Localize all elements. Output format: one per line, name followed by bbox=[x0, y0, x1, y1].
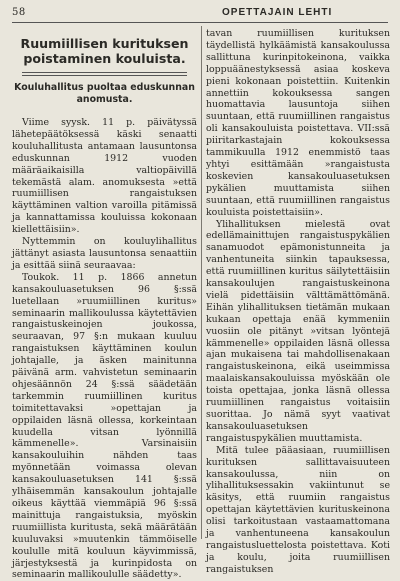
left-paragraph-3: Toukok. 11 p. 1866 annetun kansakouluasetuksen 96 §:ssä luetellaan »ruumiillinen kuritus» seminaarin mallikoulussa käytettävien rangaistuskeinojen joukossa, seuraavan, 97 §:n mukaan kuuluu rangaistuksen käyttäminen koulun johtajalle, ja äsken mainitunna päivänä arm. vahvistetun seminaarin ohjesäännön 24 §:ssä säädetään tarkemmin ruumiillinen kuritus toimitettavaksi »opettajan ja oppilaiden läsnä ollessa, korkeintaan kuudella vitsan lyönnillä kämmenelle». Varsinaisiin kansakouluihin nähden taas myönnetään voimassa olevan kansakouluasetuksen 141 §:ssä ylhäisemmän kansakoulun johtajalle oikeus käyttää viemmäpiä 96 §:ssä mainittuja rangaistuksia, myöskin ruumiillista kuritusta, sekä määrätään kuuluvaksi »muutenkin tämmöiselle koululle mitä kouluun käyvimmissä, järjestyksestä ja kurinpidosta on seminaarin mallikoululle säädetty». bbox=[12, 271, 197, 581]
article-subtitle-line-2: anomusta. bbox=[76, 93, 133, 105]
right-paragraph-2: Ylihallituksen mielestä ovat edellämainittujen rangaistuspykälien sanamuodot epämonistunneita ja vanhentuneita siinkin tapauksessa, että ruumiillinen kuritus säilytettäisiin kansakoulujen rangaistuskeinona vielä pidettäisiin välttämättömänä. Eihän ylihallituksen tietämän mukaan kukaan opettaja enää kymmeniin vuosiin ole pitänyt »vitsan lyöntejä kämmenelle» oppilaiden läsnä ollessa ajan mukaisena tai mahdollisenakaan rangaistuskeinona, eikä useimmissa maalaiskansakouluissa myöskään ole toista opettajaa, jonka läsnä ollessa ruumiillinen rangaistus voitaisiin suorittaa. Jo nämä syyt vaativat kansakouluasetuksen rangaistuspykälien muuttamista. bbox=[206, 218, 390, 444]
article-title bbox=[12, 36, 197, 66]
left-paragraph-2: Nyttemmin on kouluylihallitus jättänyt asiasta lausuntonsa senaattiin ja esittää siinä seuraavaa: bbox=[12, 236, 197, 271]
page-header bbox=[12, 6, 388, 23]
article-title-line-1: Ruumiillisen kurituksen bbox=[20, 36, 189, 51]
right-column bbox=[206, 28, 390, 575]
title-rule bbox=[22, 72, 187, 76]
journal-title: OPETTAJAIN LEHTI bbox=[222, 7, 333, 18]
article-subtitle bbox=[12, 82, 197, 105]
column-divider bbox=[201, 26, 202, 539]
left-paragraph-1: Viime syysk. 11 p. päivätyssä lähetepäätöksessä käski senaatti kouluhallitusta antamaan lausuntonsa eduskunnan 1912 vuoden määräaikaisilla valtiopäivillä tekemästä alam. anomuksesta »että ruumiillisen rangaistuksen käyttäminen valtion varoilla pitämissä ja kannattamissa kouluissa kokonaan kiellettäisiin». bbox=[12, 117, 197, 236]
page-number: 58 bbox=[12, 7, 26, 18]
left-column bbox=[12, 28, 197, 581]
right-paragraph-1: tavan ruumiillisen kurituksen täydellistä hylkäämistä kansakoulussa sallittuna kurinpitokeinona, vaikka loppuäänestyksessä asiaa koskeva pieni kokonaan poistettiin. Kuitenkin annettiin kokouksessa sangen huomattavia lausuntoja siihen suuntaan, että ruumiillinen rangaistus oli kansakouluista poistettava. VII:ssä piiritarkastajain kokouksessa tammikuulla 1912 enemmistö taas yhtyi esittämään »rangaistusta koskevien kansakouluasetuksen pykälien muuttamista siihen suuntaan, että ruumiillinen rangaistus kouluista poistettaisiin». bbox=[206, 28, 390, 218]
right-paragraph-3: Mitä tulee pääasiaan, ruumiillisen kurituksen sallittavaisuuteen kansakoulussa, niin on ylihallituksessakin vakiintunut se käsitys, että ruumiin rangaistus opettajan käytettävien kurituskeinona olisi tarkoitustaan vastaamattomana ja vanhentuneena kansakoulun rangaistusluettelosta poistettava. Koti ja koulu, joita ruumiillisen rangaistuksen bbox=[206, 444, 390, 575]
article-title-line-2: poistaminen kouluista. bbox=[23, 51, 186, 66]
article-subtitle-line-1: Kouluhallitus puoltaa eduskunnan bbox=[14, 82, 195, 93]
